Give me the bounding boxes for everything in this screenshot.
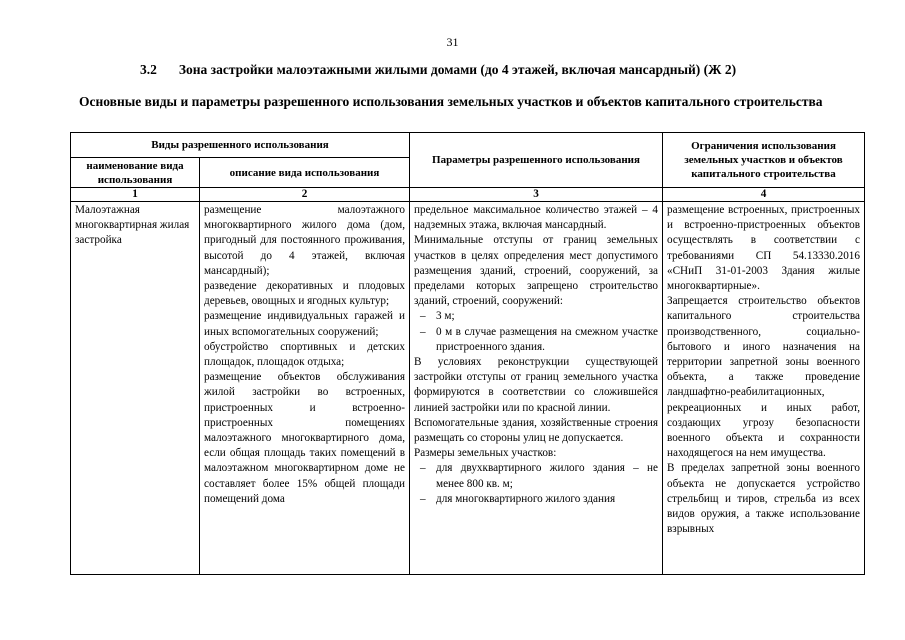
- section-title: Зона застройки малоэтажными жилыми домами (до 4 этажей, включая мансардный) (Ж 2): [178, 62, 737, 77]
- usage-table: [70, 132, 865, 575]
- section-number: 3.2: [140, 62, 157, 77]
- column-number: 3: [410, 188, 663, 202]
- list-item: – для многоквартирного жилого здания: [414, 492, 658, 507]
- param-reconstruction: В условиях реконструкции существующей застройки отступы от границ земельного участка формируются в соответствии со сложившейся линией застройки или по красной линии.: [414, 356, 658, 414]
- use-name-cell: [71, 202, 200, 575]
- header-use-description: описание вида использования: [200, 158, 410, 188]
- column-number: 2: [200, 188, 410, 202]
- column-number-row: [71, 188, 865, 202]
- use-description-cell: [200, 202, 410, 575]
- sizes-list: [414, 461, 658, 507]
- header-uses-group: Виды разрешенного использования: [71, 133, 410, 158]
- column-number: 1: [71, 188, 200, 202]
- setbacks-list: [414, 309, 658, 355]
- param-sizes-intro: Размеры земельных участков:: [414, 447, 557, 460]
- header-limits: Ограничения использования земельных участков и объектов капитального строительства: [663, 133, 865, 188]
- description-item: обустройство спортивных и детских площадок, площадок отдыха;: [204, 340, 405, 369]
- table-row: [71, 202, 865, 575]
- description-item: разведение декоративных и плодовых деревьев, овощных и ягодных культур;: [204, 280, 405, 308]
- table-subheading: Основные виды и параметры разрешенного использования земельных участков и объектов капитального строительства: [79, 94, 823, 109]
- description-item: размещение малоэтажного многоквартирного жилого дома (дом, пригодный для постоянного проживания, высотой до 4 этажей, включая мансардный);: [204, 204, 405, 277]
- limits-cell: [663, 202, 865, 575]
- limit-item: размещение встроенных, пристроенных и встроенно-пристроенных объектов осуществлять в соответствии с требованиями СП 54.13330.2016 «СНиП 31-01-2003 Здания жилые многоквартирные».: [667, 204, 860, 293]
- column-number: 4: [663, 188, 865, 202]
- limit-item: Запрещается строительство объектов капитального строительства производственного, социально-бытового и иного назначения на территории запретной зоны военного объекта, а также проведение ландшафтно-реабилитационных, рекреационных и иных работ, создающих угрозу безопасности военного объекта и сохранности находящегося на нем имущества.: [667, 295, 860, 460]
- list-item: – для двухквартирного жилого здания – не менее 800 кв. м;: [414, 461, 658, 491]
- use-name: Малоэтажная многоквартирная жилая застройка: [75, 204, 190, 247]
- list-item: – 3 м;: [414, 309, 658, 324]
- header-use-name: наименование вида использования: [71, 158, 200, 188]
- description-item: размещение объектов обслуживания жилой застройки во встроенных, пристроенных и встроенно-пристроенных помещениях малоэтажного многоквартирного дома, если общая площадь таких помещений в малоэтажном многоквартирном доме не составляет более 15% общей площади помещений дома: [204, 371, 405, 505]
- header-parameters: Параметры разрешенного использования: [410, 133, 663, 188]
- page-number: 31: [446, 35, 459, 49]
- param-auxiliary: Вспомогательные здания, хозяйственные строения размещать со стороны улиц не допускается.: [414, 416, 658, 445]
- param-max-floors: предельное максимальное количество этажей – 4 надземных этажа, включая мансардный.: [414, 204, 658, 232]
- param-setbacks-intro: Минимальные отступы от границ земельных участков в целях определения мест допустимого размещения зданий, строений, сооружений, за пределами которых запрещено строительство зданий, строений, сооружений:: [414, 234, 658, 308]
- limit-item: В пределах запретной зоны военного объекта не допускается устройство стрельбищ и тиров, стрельба из всех видов оружия, а также использование взрывных: [667, 462, 860, 536]
- description-item: размещение индивидуальных гаражей и иных вспомогательных сооружений;: [204, 310, 405, 338]
- parameters-cell: [410, 202, 663, 575]
- list-item: – 0 м в случае размещения на смежном участке пристроенного здания.: [414, 325, 658, 355]
- section-heading: [140, 62, 736, 78]
